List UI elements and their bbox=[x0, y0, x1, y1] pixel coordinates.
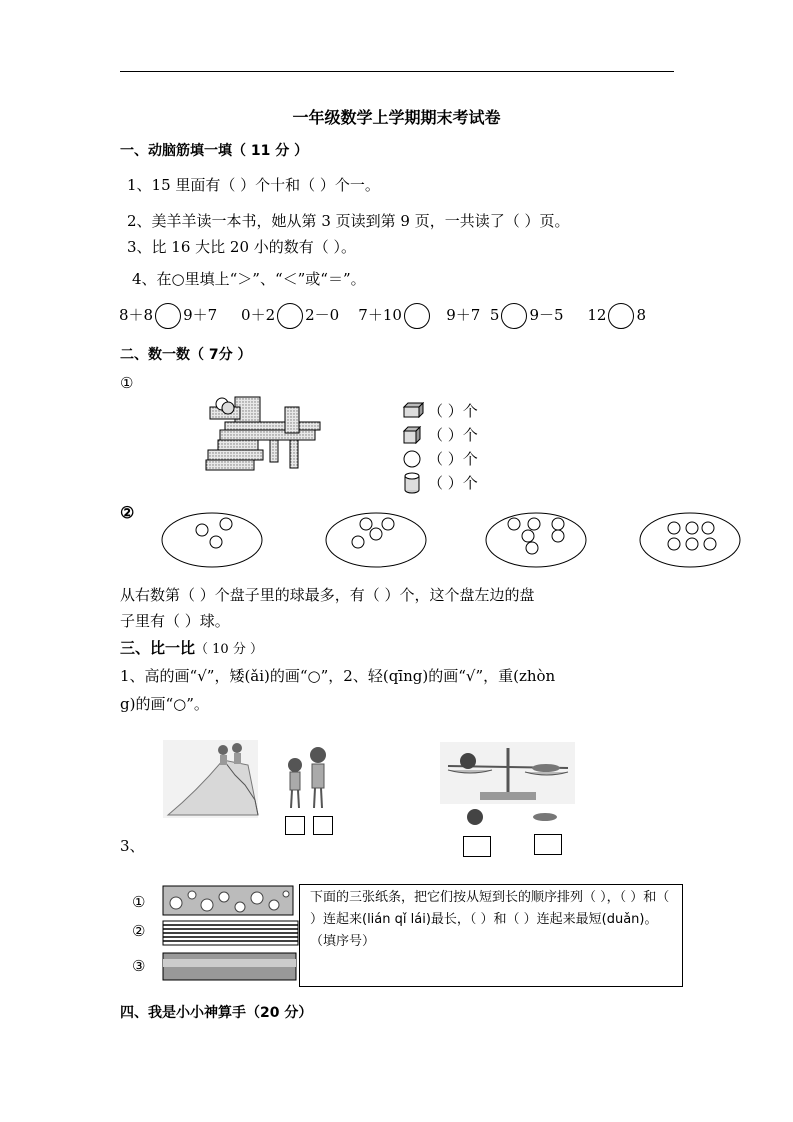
section-3-heading-row bbox=[120, 637, 263, 658]
strip-label: ③ bbox=[132, 957, 146, 975]
page-title: 一年级数学上学期期末考试卷 bbox=[292, 108, 501, 127]
compare-left: 7＋10 bbox=[358, 306, 402, 324]
compare-left: 12 bbox=[587, 306, 607, 324]
question-1-3: 3、比 16 大比 20 小的数有（ ）。 bbox=[127, 238, 357, 256]
ball bbox=[686, 538, 698, 550]
section-4-heading: 四、我是小小神算手（20 分） bbox=[120, 1005, 313, 1021]
section-3-score: （ 10 分 ） bbox=[195, 642, 263, 657]
compare-right: 8 bbox=[636, 306, 647, 324]
compare-circle[interactable] bbox=[155, 303, 181, 329]
compare-right: 9－5 bbox=[529, 306, 564, 324]
ball bbox=[220, 518, 232, 530]
section-2-heading: 二、数一数（ 7分 ） bbox=[120, 347, 252, 363]
top-rule bbox=[120, 71, 674, 72]
cuboid-icon bbox=[402, 402, 424, 418]
compare-left: 5 bbox=[489, 306, 500, 324]
section-3-question-line-2: g)的画“○”。 bbox=[120, 695, 209, 713]
ball bbox=[508, 518, 520, 530]
ball bbox=[702, 522, 714, 534]
section-3-heading: 三、比一比 bbox=[120, 639, 196, 657]
compare-left: 8＋8 bbox=[119, 306, 154, 324]
section-1-heading: 一、动脑筋填一填（ 11 分 ） bbox=[120, 143, 309, 159]
section-2-question-line-1: 从右数第（ ）个盘子里的球最多，有（ ）个，这个盘左边的盘 bbox=[120, 586, 535, 604]
question-1-4: 4、在○里填上“＞”、“＜”或“＝”。 bbox=[132, 270, 366, 288]
sphere-icon bbox=[402, 449, 424, 469]
ball bbox=[196, 524, 208, 536]
ball bbox=[522, 530, 534, 542]
answer-box[interactable] bbox=[534, 834, 562, 855]
question-3-label: 3、 bbox=[120, 837, 145, 855]
compare-row bbox=[119, 303, 646, 329]
question-1-2: 2、美羊羊读一本书，她从第 3 页读到第 9 页，一共读了（ ）页。 bbox=[127, 212, 570, 230]
section-2-question-line-2: 子里有（ ）球。 bbox=[120, 612, 230, 630]
strip-label: ① bbox=[132, 893, 146, 911]
answer-box[interactable] bbox=[313, 816, 333, 835]
ball bbox=[352, 536, 364, 548]
count-text: （ ）个 bbox=[428, 426, 478, 444]
compare-circle[interactable] bbox=[608, 303, 634, 329]
compare-circle[interactable] bbox=[404, 303, 430, 329]
ball bbox=[704, 538, 716, 550]
compare-left: 0＋2 bbox=[241, 306, 276, 324]
strip-label: ② bbox=[132, 922, 146, 940]
answer-box[interactable] bbox=[285, 816, 305, 835]
plates-picture bbox=[150, 500, 750, 580]
compare-right: 9＋7 bbox=[446, 306, 481, 324]
compare-circle[interactable] bbox=[501, 303, 527, 329]
ball bbox=[552, 530, 564, 542]
compare-right: 2－0 bbox=[305, 306, 340, 324]
balance-scale-picture bbox=[440, 742, 580, 832]
strips-instruction-box: 下面的三张纸条，把它们按从短到长的顺序排列（ ），（ ）和（ ）连起来(lián qǐ lái)最长，（ ）和（ ）连起来最短(duǎn)。（填序号） bbox=[299, 884, 683, 987]
answer-box[interactable] bbox=[463, 836, 491, 857]
question-1-1: 1、15 里面有（ ）个十和（ ）个一。 bbox=[127, 176, 380, 194]
cube-icon bbox=[402, 426, 424, 444]
ball bbox=[668, 522, 680, 534]
ball bbox=[382, 518, 394, 530]
ball bbox=[370, 528, 382, 540]
ball bbox=[210, 536, 222, 548]
count-text: （ ）个 bbox=[428, 402, 478, 420]
paper-strips-picture bbox=[162, 885, 302, 985]
ball bbox=[686, 522, 698, 534]
count-text: （ ）个 bbox=[428, 474, 478, 492]
compare-circle[interactable] bbox=[277, 303, 303, 329]
ball bbox=[668, 538, 680, 550]
part-2-marker: ② bbox=[120, 503, 135, 522]
cylinder-icon bbox=[402, 472, 424, 494]
ball bbox=[360, 518, 372, 530]
ball bbox=[528, 518, 540, 530]
ball bbox=[526, 542, 538, 554]
compare-right: 9＋7 bbox=[183, 306, 218, 324]
ball bbox=[552, 518, 564, 530]
part-1-marker: ① bbox=[120, 374, 134, 392]
blocks-picture bbox=[200, 392, 325, 477]
section-3-question-line-1: 1、高的画“√”，矮(ǎi)的画“○”，2、轻(qīng)的画“√”，重(zhòn bbox=[120, 667, 556, 685]
count-text: （ ）个 bbox=[428, 450, 478, 468]
